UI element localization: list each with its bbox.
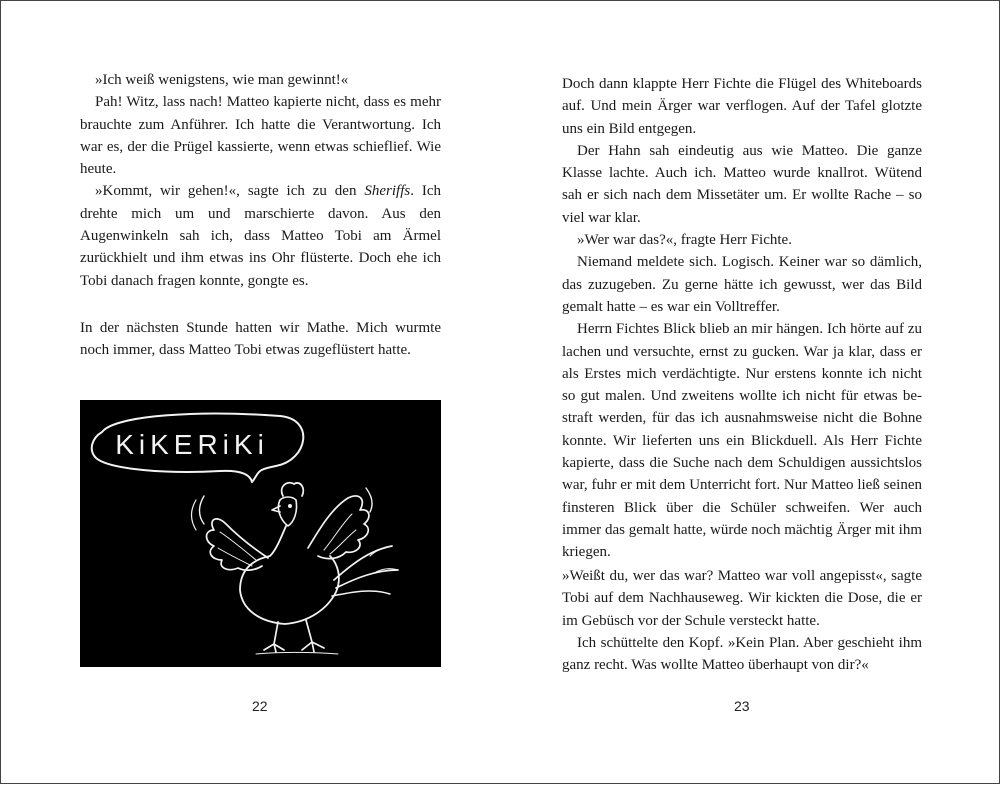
- left-text-block-1: [80, 69, 441, 292]
- paragraph: »Weißt du, wer das war? Matteo war voll angepisst«, sagte Tobi auf dem Nachhauseweg. Wir kickten die Dose, die er im Gebüsch vor der Schule versteckt hatte.: [562, 568, 922, 629]
- paragraph: Der Hahn sah eindeutig aus wie Matteo. Die ganze Klasse lachte. Auch ich. Matteo wurde knallrot. Wütend sah er sich nach dem Missetäter um. Er wollte Rache – so viel war klar.: [562, 142, 922, 226]
- paragraph: In der nächsten Stunde hatten wir Mathe. Mich wurmte noch immer, dass Matteo Tobi etwas zugeflüstert hatte.: [80, 320, 441, 359]
- paragraph: »Wer war das?«, fragte Herr Fichte.: [577, 232, 792, 249]
- right-text-block-2: [562, 565, 922, 676]
- paragraph: Niemand meldete sich. Logisch. Keiner war so dämlich, das zuzugeben. Zu gerne hätte ich gewusst, wer das Bild gemalt hatte – es war ein Volltreffer.: [562, 254, 922, 315]
- left-page: [1, 1, 500, 783]
- rooster-drawing: [80, 400, 441, 667]
- paragraph: [80, 180, 441, 291]
- italic-term: Sheriffs: [364, 183, 411, 200]
- page-number: 22: [252, 698, 268, 714]
- paragraph-text: . Ich drehte mich um und marschierte davon. Aus den Augenwinkeln sah ich, dass Matteo Tobi am Ärmel zurückhielt und ihm etwas ins Ohr flüsterte. Doch ehe ich Tobi danach fragen konnte, gongte es.: [80, 183, 441, 289]
- kikeriki-text: KiKERiKi: [115, 429, 269, 460]
- right-text-block-1: [562, 73, 922, 564]
- paragraph: »Ich weiß wenigstens, wie man gewinnt!«: [95, 72, 349, 88]
- paragraph: Pah! Witz, lass nach! Matteo kapierte nicht, dass es mehr brauchte zum Anführer. Ich hatte die Verantwortung. Ich war es, der die Prügel kassierte, wenn etwas schieflief. Wie heute.: [80, 94, 441, 178]
- rooster-illustration: [80, 400, 441, 667]
- right-page: [500, 1, 999, 783]
- page-number: 23: [734, 698, 750, 714]
- paragraph-text: »Kommt, wir gehen!«, sagte ich zu den: [95, 183, 365, 200]
- paragraph: Doch dann klappte Herr Fichte die Flügel des Whiteboards auf. Und mein Ärger war verflogen. Auf der Tafel glotzte uns ein Bild entgegen.: [562, 76, 922, 137]
- left-text-block-2: [80, 317, 441, 362]
- paragraph: Herrn Fichtes Blick blieb an mir hängen. Ich hörte auf zu lachen und versuchte, ernst zu gucken. War ja klar, dass er als Erstes mich verdächtigte. Nur erstens konnte ich nicht so gut malen. Und zweitens wollte ich nicht für etwas bestraft werden, für das ich ausnahmsweise nicht die Bohne konnte. Wir lieferten uns ein Blickduell. Als Herr Fichte kapierte, dass die Suche nach dem Schuldigen aussichtslos war, fuhr er mit dem Unterricht fort. Nur Matteo ließ seinen finsteren Blick über die Schüler schweifen. Wer auch immer das gemalt hatte, würde noch mächtig Ärger mit ihm kriegen.: [562, 321, 922, 561]
- paragraph: Ich schüttelte den Kopf. »Kein Plan. Aber geschieht ihm ganz recht. Was wollte Matteo überhaupt von dir?«: [562, 634, 922, 674]
